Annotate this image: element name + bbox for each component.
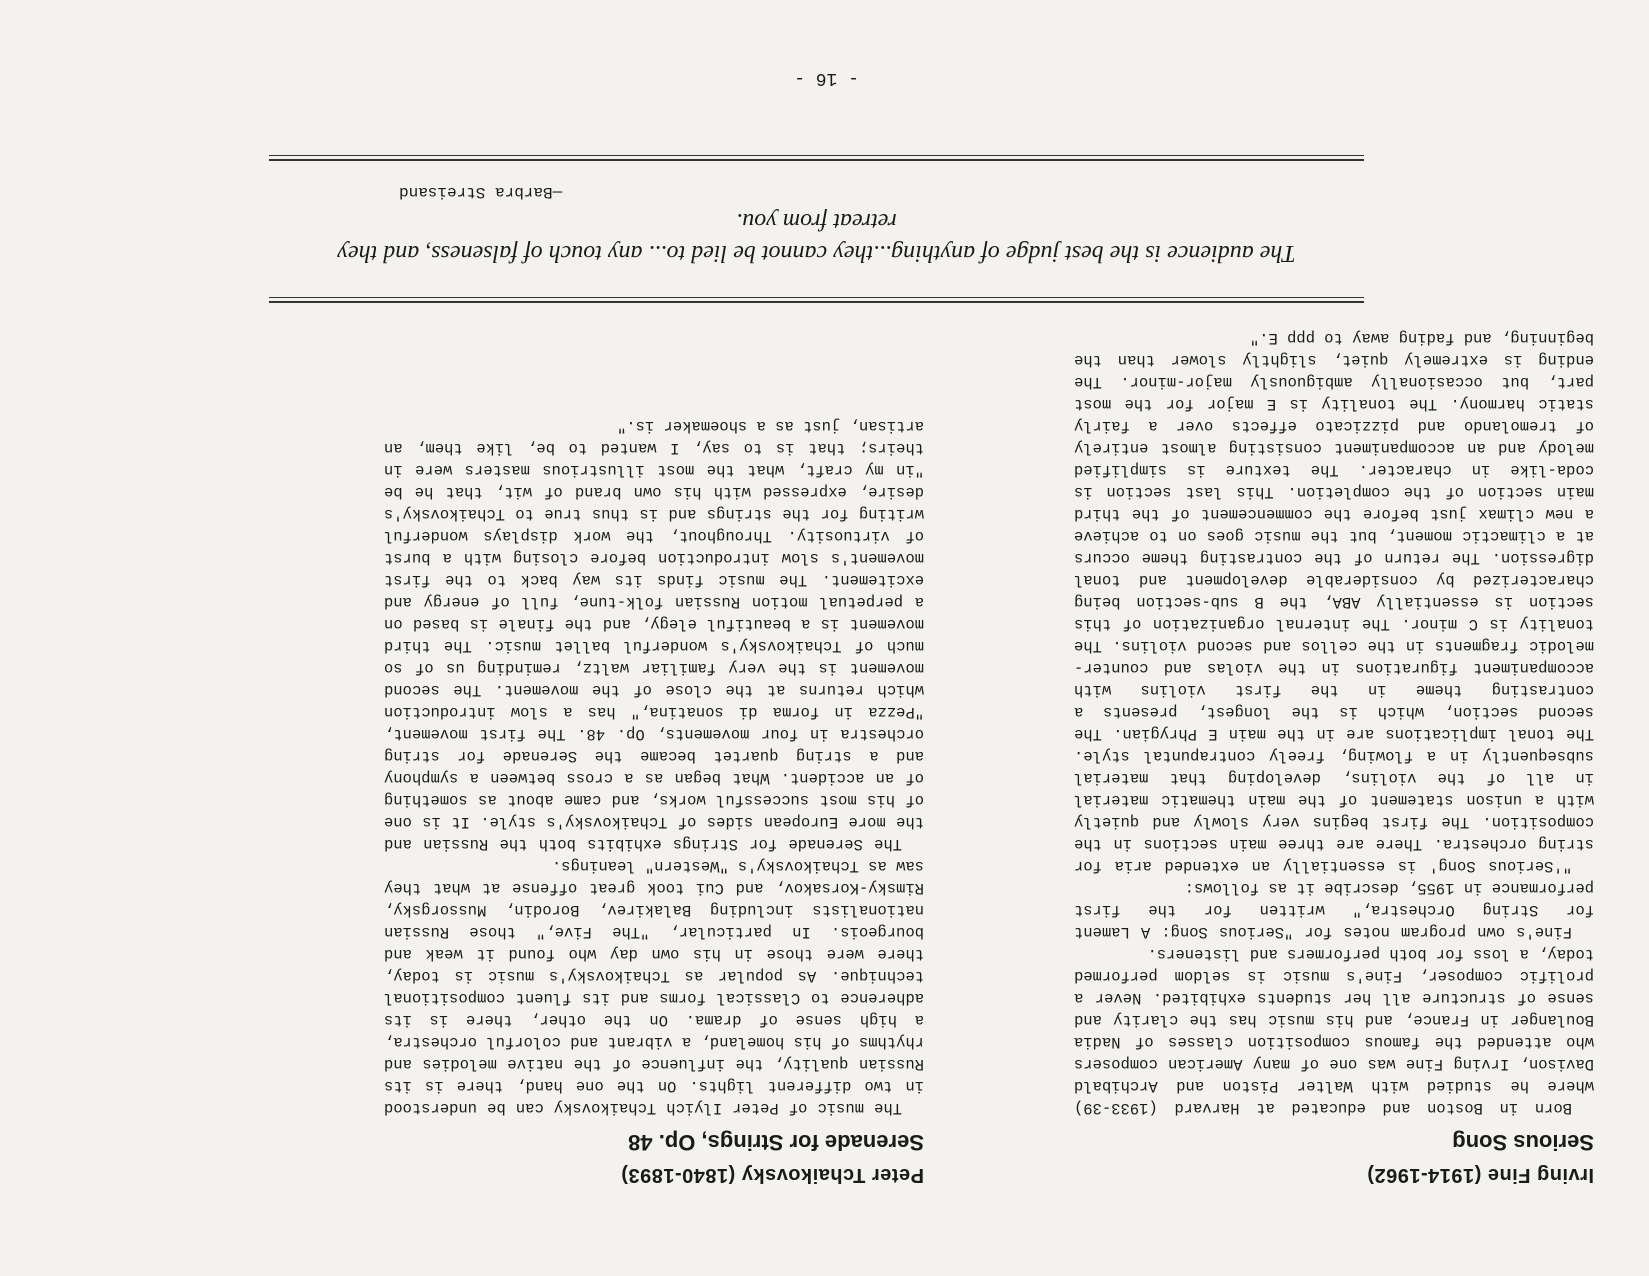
body-paragraph: The music of Peter Ilyich Tchaikovsky can be understood in two different lights. On the one hand, there is its Russian quality, the influence of the native melodies and rhythms of his homeland, a vibrant and colorful orchestra, a high sense of drama. On the other, there is its adherence to Classical forms and its fluent compositional technique. As popular as Tchaikovsky's music is today, there were those in his own day who found it weak and bourgeois. In particular, "The Five," those Russian nationalists including Balakirev, Borodin, Mussorgsky, Rimsky-Korsakov, and Cui took great offense at what they saw as Tchaikovsky's "Western" leanings. — [384, 857, 924, 1117]
composer-heading: Irving Fine (1914-1962) — [1366, 1164, 1594, 1186]
irving-fine-column — [1074, 327, 1594, 1186]
divider-rule — [269, 297, 1364, 303]
composer-heading: Peter Tchaikovsky (1840-1893) — [620, 1164, 924, 1186]
work-title: Serenade for Strings, Op. 48 — [628, 1130, 924, 1155]
body-paragraph: Fine's own program notes for "Serious Song: A Lament for String Orchestra," written for the first performance in 1955, describe it as follows: — [1074, 879, 1594, 941]
body-paragraph: Born in Boston and educated at Harvard (1933-39) where he studied with Walter Piston and Archibald Davison, Irving Fine was one of many American composers who attended the famous composition classes of Nadia Boulanger in France, and his music has the clarity and sense of structure all her students exhibited. Never a prolific composer, Fine's music is seldom performed today, a loss for both performers and listeners. — [1074, 945, 1594, 1117]
quote-text: The audience is the best judge of anything...they cannot be lied to... any touch of falseness, and they retreat from you. — [337, 208, 1296, 266]
body-paragraph: "'Serious Song' is essentially an extended aria for string orchestra. There are three main sections in the composition. The first begins very slowly and quietly with a unison statement of the main thematic material in all of the violins, developing that material subsequently in a flowing, freely contrapuntal style. The tonal implications are in the main E Phrygian. The second section, which is the longest, presents a contrasting theme in the first violins with accompaniment figurations in the violas and counter-melodic fragments in the cellos and second violins. The tonality is C minor. The internal organization of this section is essentially ABA, the B sub-section being characterized by considerable development and tonal digression. The return of the contrasting theme occurs at a climactic moment, but the music goes on to achieve a new climax just before the commencement of the third main section of the completion. This last section is coda-like in character. The texture is simplified melody and an accompaniment consisting almost entirely of tremolando and pizzicato effects over a fairly static harmony. The tonality is E major for the most part, but occasionally ambiguously major-minor. The ending is extremely quiet, slightly slower than the beginning, and fading away to ppp E." — [1074, 329, 1594, 875]
page-number: - 16 - — [794, 68, 859, 88]
quote-block — [269, 155, 1364, 303]
divider-rule — [269, 155, 1364, 161]
quote-author: —Barbra Streisand — [399, 183, 563, 201]
tchaikovsky-column — [384, 415, 924, 1186]
work-title: Serious Song — [1452, 1130, 1594, 1155]
body-paragraph: The Serenade for Strings exhibits both the Russian and the more European sides of Tchaikovsky's style. It is one of his most successful works, and came about as something of an accident. What began as a cross between a symphony and a string quartet became the Serenade for string orchestra in four movements, Op. 48. The first movement, "Pezza in forma di sonatina," has a slow introduction which returns at the close of the movement. The second movement is the very familiar waltz, reminding us of so much of Tchaikovsky's wonderful ballet music. The third movement is a beautiful elegy, and the finale is based on a perpetual motion Russian folk-tune, full of energy and excitement. The music finds its way back to the first movement's slow introduction before closing with a burst of virtuosity. Throughout, the work displays wonderful writing for the strings and is thus true to Tchaikovsky's desire, expressed with his own brand of wit, that he be "in my craft, what the most illustrious masters were in theirs; that is to say, I wanted to be, like them, an artisan, just as a shoemaker is." — [384, 417, 924, 853]
